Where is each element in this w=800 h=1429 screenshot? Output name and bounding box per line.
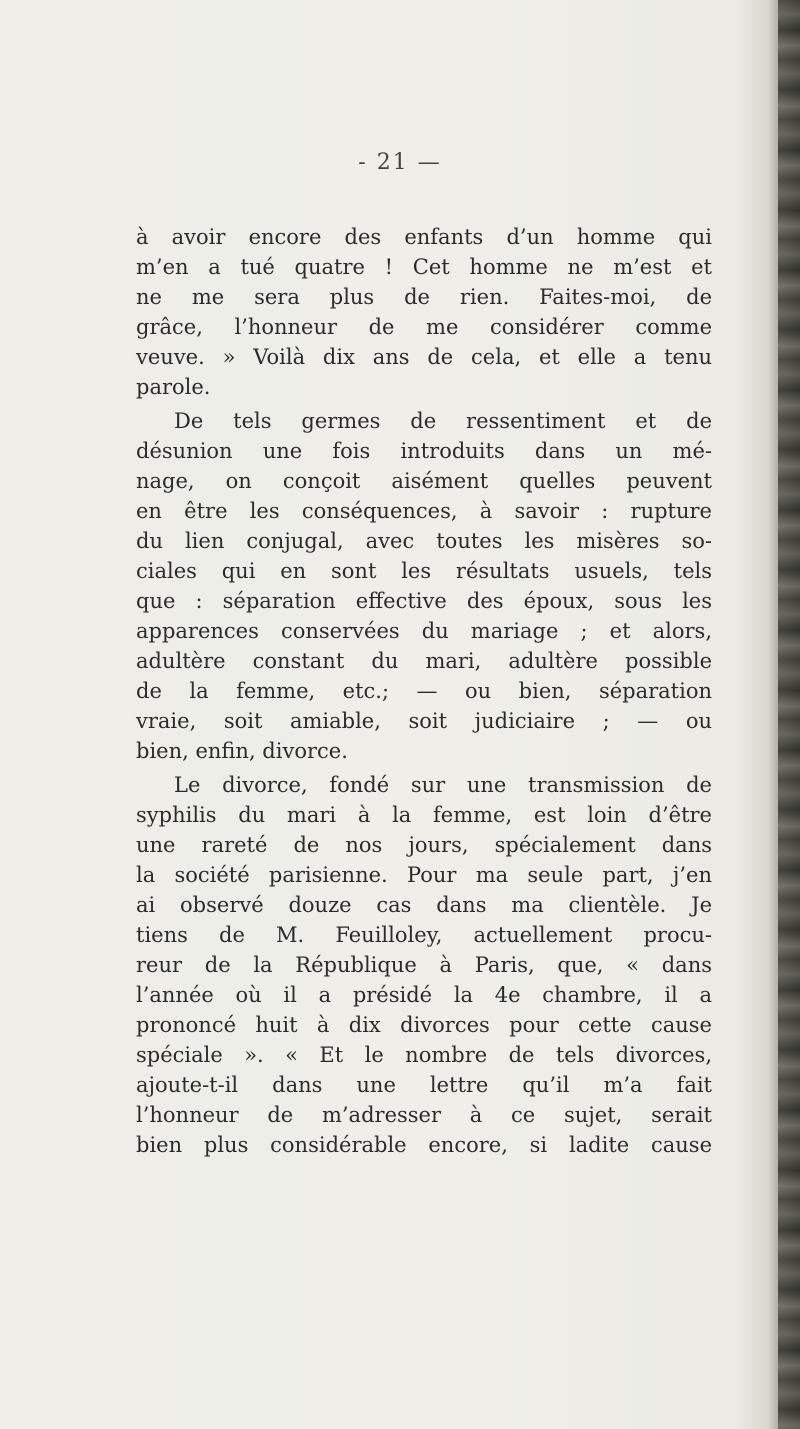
- text-line: veuve. » Voilà dix ans de cela, et elle a tenu: [136, 345, 712, 369]
- paragraph-2: [136, 406, 712, 766]
- text-line: ajoute-t-il dans une lettre qu’il m’a fait: [136, 1073, 712, 1097]
- text-line: ai observé douze cas dans ma clientèle. Je: [136, 893, 712, 917]
- text-line: grâce, l’honneur de me considérer comme: [136, 315, 712, 339]
- text-line: bien, enfin, divorce.: [136, 739, 348, 763]
- text-line: syphilis du mari à la femme, est loin d’être: [136, 803, 712, 827]
- text-line: spéciale ». « Et le nombre de tels divorces,: [136, 1043, 712, 1067]
- text-line: l’honneur de m’adresser à ce sujet, serait: [136, 1103, 712, 1127]
- paragraph-1: [136, 222, 712, 402]
- text-line: du lien conjugal, avec toutes les misères so-: [136, 529, 712, 553]
- text-line: désunion une fois introduits dans un mé-: [136, 439, 712, 463]
- text-line: parole.: [136, 375, 211, 399]
- text-line: ne me sera plus de rien. Faites-moi, de: [136, 285, 712, 309]
- text-line: nage, on conçoit aisément quelles peuvent: [136, 469, 712, 493]
- paragraph-3: [136, 770, 712, 1160]
- text-line: de la femme, etc.; — ou bien, séparation: [136, 679, 712, 703]
- text-line: ciales qui en sont les résultats usuels, tels: [136, 559, 712, 583]
- text-line: vraie, soit amiable, soit judiciaire ; — ou: [136, 709, 712, 733]
- text-line: m’en a tué quatre ! Cet homme ne m’est et: [136, 255, 712, 279]
- text-line: en être les conséquences, à savoir : rupture: [136, 499, 712, 523]
- text-line: que : séparation effective des époux, sous les: [136, 589, 712, 613]
- page-binding-edge: [778, 0, 800, 1429]
- body-text: [136, 222, 712, 1160]
- page-number: - 21 —: [358, 150, 442, 175]
- text-line: De tels germes de ressentiment et de: [174, 409, 712, 433]
- text-line: tiens de M. Feuilloley, actuellement procu-: [136, 923, 712, 947]
- text-line: une rareté de nos jours, spécialement dans: [136, 833, 712, 857]
- text-line: à avoir encore des enfants d’un homme qui: [136, 225, 712, 249]
- text-line: la société parisienne. Pour ma seule part, j’en: [136, 863, 712, 887]
- text-line: prononcé huit à dix divorces pour cette cause: [136, 1013, 712, 1037]
- text-line: adultère constant du mari, adultère possible: [136, 649, 712, 673]
- text-line: reur de la République à Paris, que, « dans: [136, 953, 712, 977]
- text-line: apparences conservées du mariage ; et alors,: [136, 619, 712, 643]
- text-line: bien plus considérable encore, si ladite cause: [136, 1133, 712, 1157]
- text-line: Le divorce, fondé sur une transmission de: [174, 773, 712, 797]
- text-line: l’année où il a présidé la 4e chambre, il a: [136, 983, 712, 1007]
